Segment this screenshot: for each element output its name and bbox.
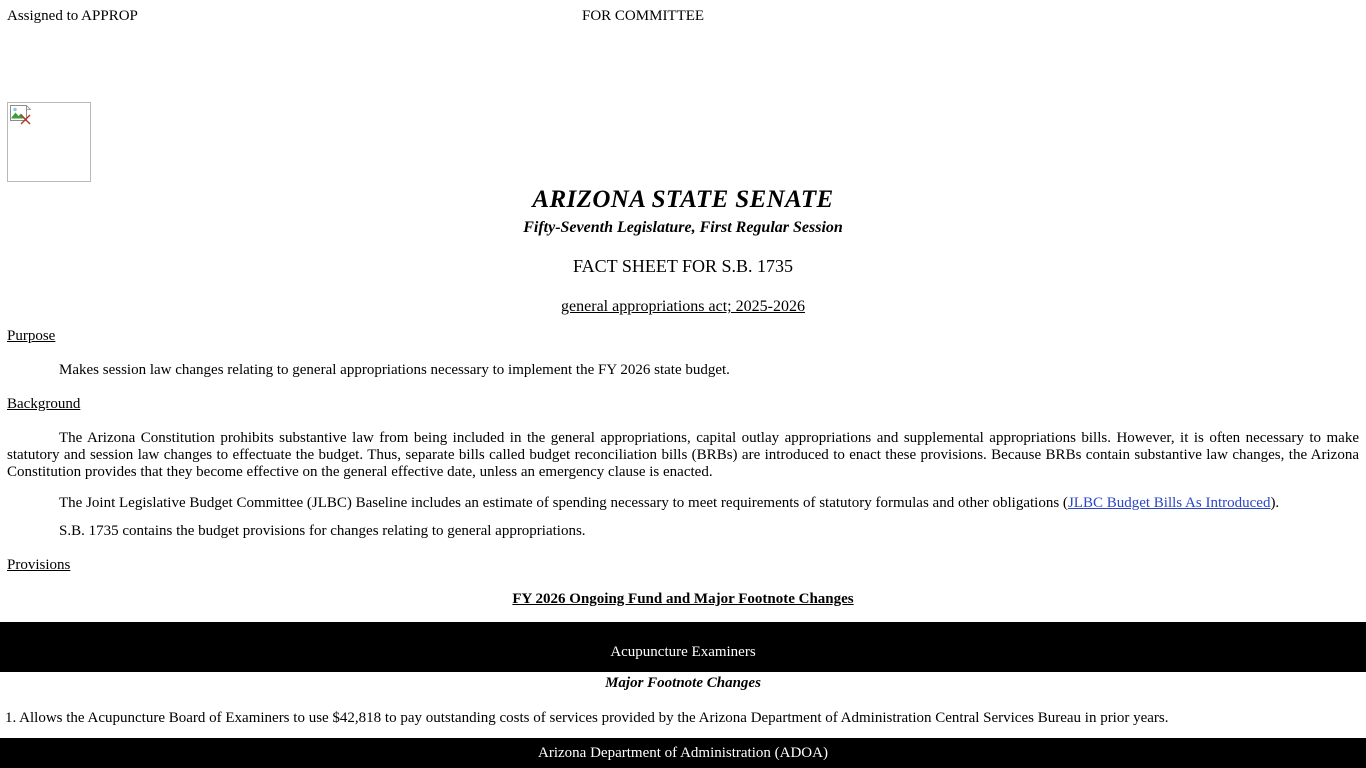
background-paragraph-2-text-before: The Joint Legislative Budget Committee (JLBC) Baseline includes an estimate of spending necessary to meet requirements of statutory formulas and other obligations ( (59, 495, 1068, 511)
bill-short-title: general appropriations act; 2025-2026 (561, 298, 805, 316)
assigned-to-label: Assigned to APPROP (7, 8, 138, 24)
provisions-table-title: FY 2026 Ongoing Fund and Major Footnote Changes (512, 591, 854, 607)
legislature-subtitle: Fifty-Seventh Legislature, First Regular Session (523, 219, 843, 236)
purpose-paragraph: Makes session law changes relating to general appropriations necessary to implement the FY 2026 state budget. (59, 362, 730, 378)
committee-status-label: FOR COMMITTEE (582, 8, 705, 24)
agency-banner-adoa: Arizona Department of Administration (ADOA) (0, 738, 1366, 768)
fact-sheet-heading: FACT SHEET FOR S.B. 1735 (572, 255, 794, 276)
jlbc-budget-bills-link[interactable]: JLBC Budget Bills As Introduced (1067, 495, 1271, 511)
background-paragraph-1: The Arizona Constitution prohibits substantive law from being included in the general appropriations, capital outlay appropriations and supplemental appropriations bills. However, it is often necessary to make statutory and session law changes to effectuate the budget. Thus, separate bills called budget reconciliation bills (BRBs) are introduced to enact these provisions. Because BRBs contain substantive law changes, the Arizona Constitution provides that they become effective on the general effective date, unless an emergency clause is enacted. (7, 430, 1359, 480)
title-block (0, 186, 1366, 316)
provision-list-item: 1. Allows the Acupuncture Board of Examiners to use $42,818 to pay outstanding costs of services provided by the Arizona Department of Administration Central Services Bureau in prior years. (5, 710, 1169, 726)
background-paragraph-2 (7, 495, 1359, 512)
broken-image-icon (10, 105, 31, 125)
background-paragraph-3: S.B. 1735 contains the budget provisions for changes relating to general appropriations. (59, 523, 586, 539)
organization-title: ARIZONA STATE SENATE (532, 186, 834, 213)
document-header (0, 8, 1366, 28)
section-heading-provisions: Provisions (7, 557, 71, 573)
subsection-heading-major-footnote-changes: Major Footnote Changes (605, 675, 761, 691)
agency-banner-acupuncture-examiners: Acupuncture Examiners (0, 622, 1366, 672)
background-paragraph-2-text-after: ). (1270, 495, 1280, 511)
senate-seal-image-placeholder (7, 102, 91, 182)
section-heading-background: Background (7, 396, 81, 412)
section-heading-purpose: Purpose (7, 328, 56, 344)
